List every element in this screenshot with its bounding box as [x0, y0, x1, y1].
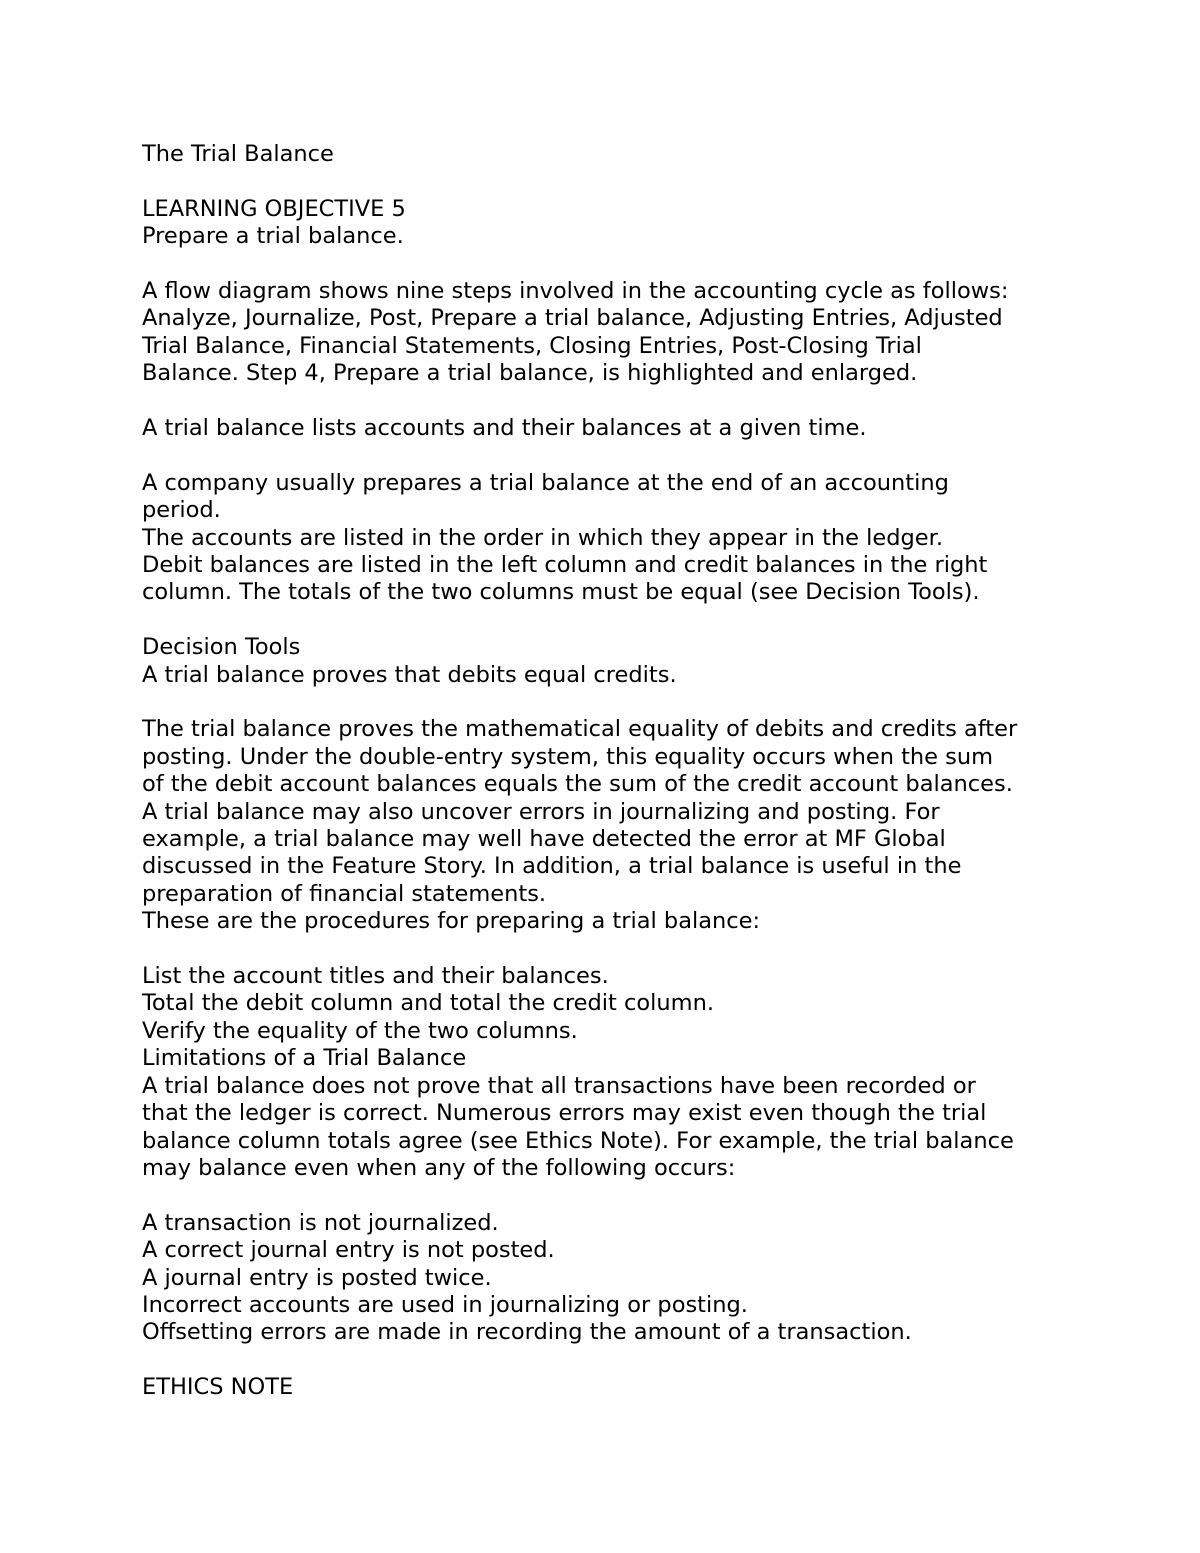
ethics-heading: ETHICS NOTE	[142, 1374, 294, 1401]
procedure-item: Verify the equality of the two columns.	[142, 1017, 578, 1044]
flow-line: Analyze, Journalize, Post, Prepare a trial balance, Adjusting Entries, Adjusted	[142, 305, 1003, 332]
definition-text: A trial balance lists accounts and their balances at a given time.	[142, 415, 867, 442]
flow-line: A flow diagram shows nine steps involved in the accounting cycle as follows:	[142, 278, 1009, 304]
decision-tools-text: A trial balance proves that debits equal credits.	[142, 661, 677, 688]
spacer	[142, 251, 1102, 278]
limitations-line: that the ledger is correct. Numerous errors may exist even though the trial	[142, 1100, 987, 1127]
spacer	[142, 689, 1102, 716]
preparation-line: Debit balances are listed in the left column and credit balances in the right	[142, 552, 988, 579]
error-item: Incorrect accounts are used in journalizing or posting.	[142, 1291, 748, 1318]
objective-heading: LEARNING OBJECTIVE 5	[142, 195, 406, 222]
document-page	[142, 141, 1102, 1402]
error-item: Offsetting errors are made in recording the amount of a transaction.	[142, 1319, 912, 1346]
spacer	[142, 442, 1102, 469]
preparation-line: The accounts are listed in the order in which they appear in the ledger.	[142, 524, 943, 551]
spacer	[142, 388, 1102, 415]
preparation-line: A company usually prepares a trial balance at the end of an accounting	[142, 469, 949, 496]
error-item: A correct journal entry is not posted.	[142, 1237, 555, 1264]
flow-line: Balance. Step 4, Prepare a trial balance, is highlighted and enlarged.	[142, 360, 918, 387]
proof-line: of the debit account balances equals the sum of the credit account balances.	[142, 771, 1013, 798]
decision-tools-heading: Decision Tools	[142, 634, 301, 661]
objective-text: Prepare a trial balance.	[142, 223, 404, 250]
limitations-line: may balance even when any of the following occurs:	[142, 1154, 736, 1181]
proof-line: These are the procedures for preparing a trial balance:	[142, 908, 761, 935]
proof-line: discussed in the Feature Story. In addition, a trial balance is useful in the	[142, 853, 962, 880]
proof-line: posting. Under the double-entry system, this equality occurs when the sum	[142, 743, 994, 770]
proof-line: example, a trial balance may well have detected the error at MF Global	[142, 826, 946, 853]
error-item: A transaction is not journalized.	[142, 1209, 499, 1236]
proof-line: A trial balance may also uncover errors in journalizing and posting. For	[142, 798, 940, 825]
flow-line: Trial Balance, Financial Statements, Closing Entries, Post-Closing Trial	[142, 332, 922, 359]
procedure-item: Total the debit column and total the credit column.	[142, 990, 715, 1017]
proof-line: The trial balance proves the mathematical equality of debits and credits after	[142, 716, 1018, 743]
limitations-line: A trial balance does not prove that all transactions have been recorded or	[142, 1072, 976, 1099]
spacer	[142, 1182, 1102, 1209]
spacer	[142, 1347, 1102, 1374]
preparation-line: column. The totals of the two columns must be equal (see Decision Tools).	[142, 579, 980, 606]
limitations-line: balance column totals agree (see Ethics Note). For example, the trial balance	[142, 1127, 1014, 1154]
spacer	[142, 168, 1102, 195]
doc-title: The Trial Balance	[142, 141, 334, 167]
spacer	[142, 607, 1102, 634]
spacer	[142, 936, 1102, 963]
limitations-heading: Limitations of a Trial Balance	[142, 1045, 467, 1072]
preparation-line: period.	[142, 497, 221, 524]
proof-line: preparation of financial statements.	[142, 880, 547, 907]
procedure-item: List the account titles and their balances.	[142, 963, 609, 990]
error-item: A journal entry is posted twice.	[142, 1264, 492, 1291]
